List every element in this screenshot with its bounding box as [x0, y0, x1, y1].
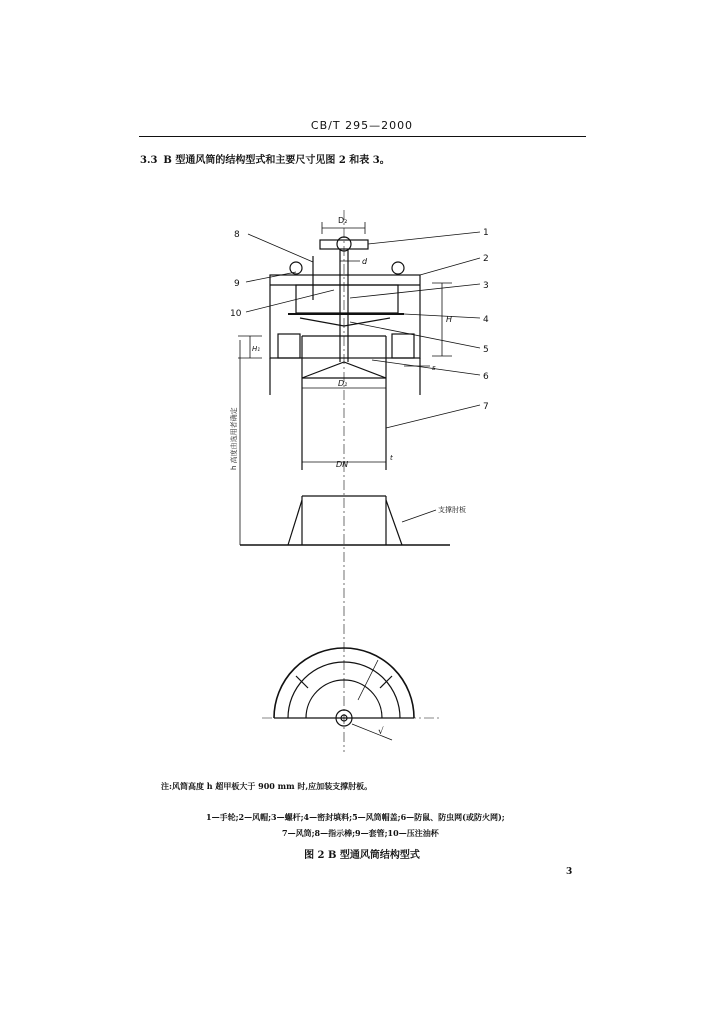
dim-h1: H₁: [252, 345, 261, 353]
page-number: 3: [566, 867, 573, 877]
callout-9: 9: [234, 279, 240, 289]
plan-view: [262, 648, 440, 740]
dim-d2: D₂: [338, 216, 348, 225]
dim-d: d: [362, 257, 368, 266]
legend-line-2: 7—风筒;8—指示棒;9—套管;10—压注油杯: [282, 828, 439, 838]
section-number: 3.3: [140, 155, 158, 166]
callout-1: 1: [483, 228, 489, 238]
section-text: B 型通风筒的结构型式和主要尺寸见图 2 和表 3。: [163, 155, 390, 166]
callout-4: 4: [483, 315, 489, 325]
standard-number: CB/T 295—2000: [310, 119, 414, 132]
surface-mark: √: [378, 727, 384, 737]
vertical-height-label: h 高度由选用者确定: [230, 407, 238, 470]
callout-3: 3: [483, 281, 489, 291]
figure-caption: 图 2 B 型通风筒结构型式: [304, 850, 420, 861]
callout-7: 7: [483, 402, 489, 412]
callout-6: 6: [483, 372, 489, 382]
callout-2: 2: [483, 254, 489, 264]
figure-note: 注:风筒高度 h 超甲板大于 900 mm 时,应加装支撑肘板。: [161, 781, 373, 791]
callout-8: 8: [234, 230, 240, 240]
support-bracket-label: 支撑肘板: [438, 506, 466, 514]
dim-t: t: [390, 454, 393, 462]
dim-s: s: [432, 364, 436, 372]
dim-h: H: [446, 315, 453, 324]
lifting-eye-right: [392, 262, 404, 274]
callout-10: 10: [230, 309, 242, 319]
dim-dn: DN: [336, 460, 349, 469]
callout-5: 5: [483, 345, 489, 355]
dim-d1: D₁: [338, 379, 348, 388]
legend-line-1: 1—手轮;2—风帽;3—螺杆;4—密封填料;5—风筒帽盖;6—防鼠、防虫网(或防火网);: [206, 812, 505, 822]
